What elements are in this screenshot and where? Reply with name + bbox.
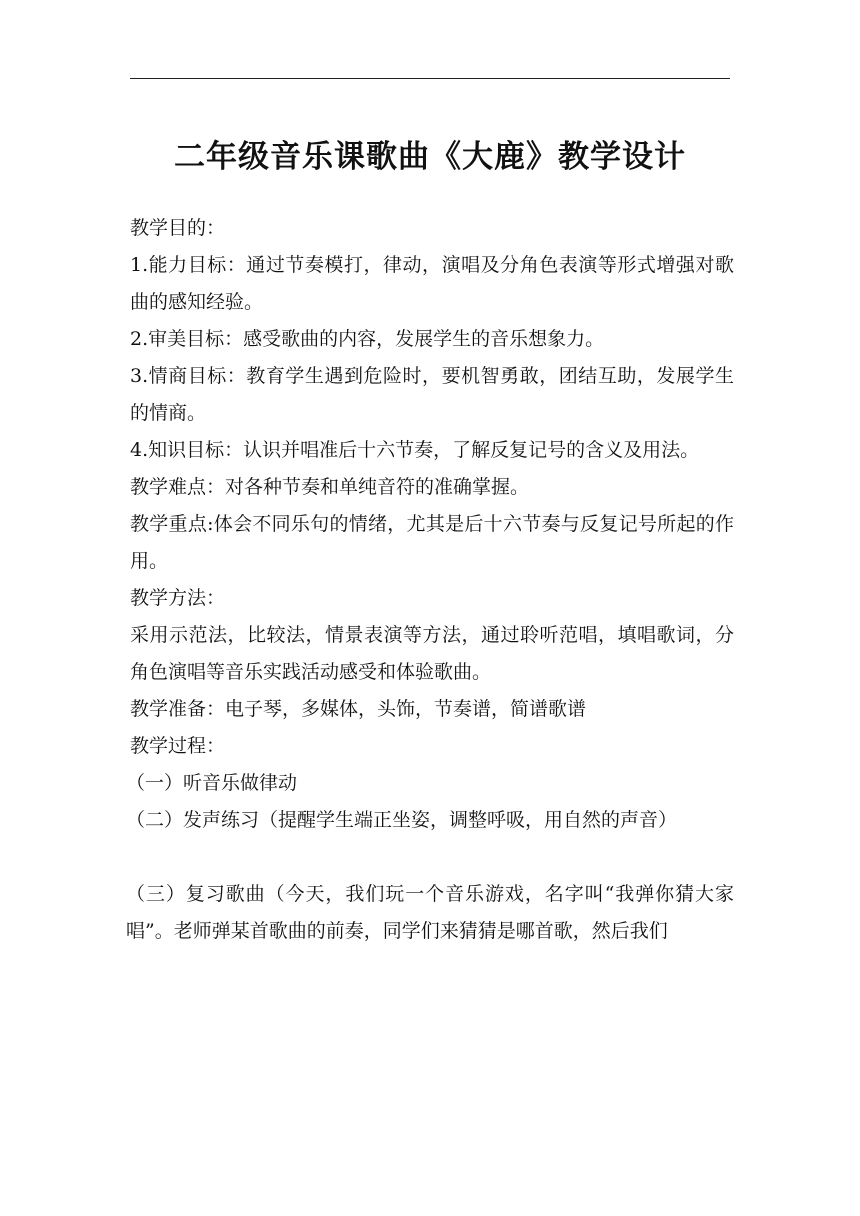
paragraph-methods: 采用示范法，比较法，情景表演等方法，通过聆听范唱，填唱歌词，分角色演唱等音乐实践活动感受和体验歌曲。 (130, 624, 734, 683)
paragraph-step-3: （三）复习歌曲（今天，我们玩一个音乐游戏，名字叫“我弹你猜大家唱”。老师弹某首歌曲的前奏，同学们来猜猜是哪首歌，然后我们 (126, 883, 734, 942)
header-rule (130, 78, 730, 79)
document-body (126, 210, 734, 950)
paragraph-difficulty: 教学难点：对各种节奏和单纯音符的准确掌握。 (130, 476, 530, 498)
paragraph-aesthetic-goal: 2.审美目标：感受歌曲的内容，发展学生的音乐想象力。 (130, 328, 605, 350)
paragraph-eq-goal: 3.情商目标：教育学生遇到危险时，要机智勇敢，团结互助，发展学生的情商。 (130, 365, 734, 424)
paragraph-process-heading: 教学过程： (130, 735, 226, 757)
paragraph-preparation: 教学准备：电子琴，多媒体，头饰，节奏谱，简谱歌谱 (130, 698, 587, 720)
paragraph-methods-heading: 教学方法： (130, 587, 226, 609)
blank-line (130, 839, 734, 876)
paragraph-step-2: （二）发声练习（提醒学生端正坐姿，调整呼吸，用自然的声音） (126, 809, 678, 831)
paragraph-key-points: 教学重点:体会不同乐句的情绪，尤其是后十六节奏与反复记号所起的作用。 (130, 513, 734, 572)
page-title: 二年级音乐课歌曲《大鹿》教学设计 (174, 139, 686, 175)
paragraph-step-1: （一）听音乐做律动 (126, 772, 298, 794)
paragraph-knowledge-goal: 4.知识目标：认识并唱准后十六节奏，了解反复记号的含义及用法。 (130, 439, 700, 461)
paragraph-objectives-heading: 教学目的： (130, 217, 226, 239)
paragraph-ability-goal: 1.能力目标：通过节奏模打，律动，演唱及分角色表演等形式增强对歌曲的感知经验。 (130, 254, 734, 313)
